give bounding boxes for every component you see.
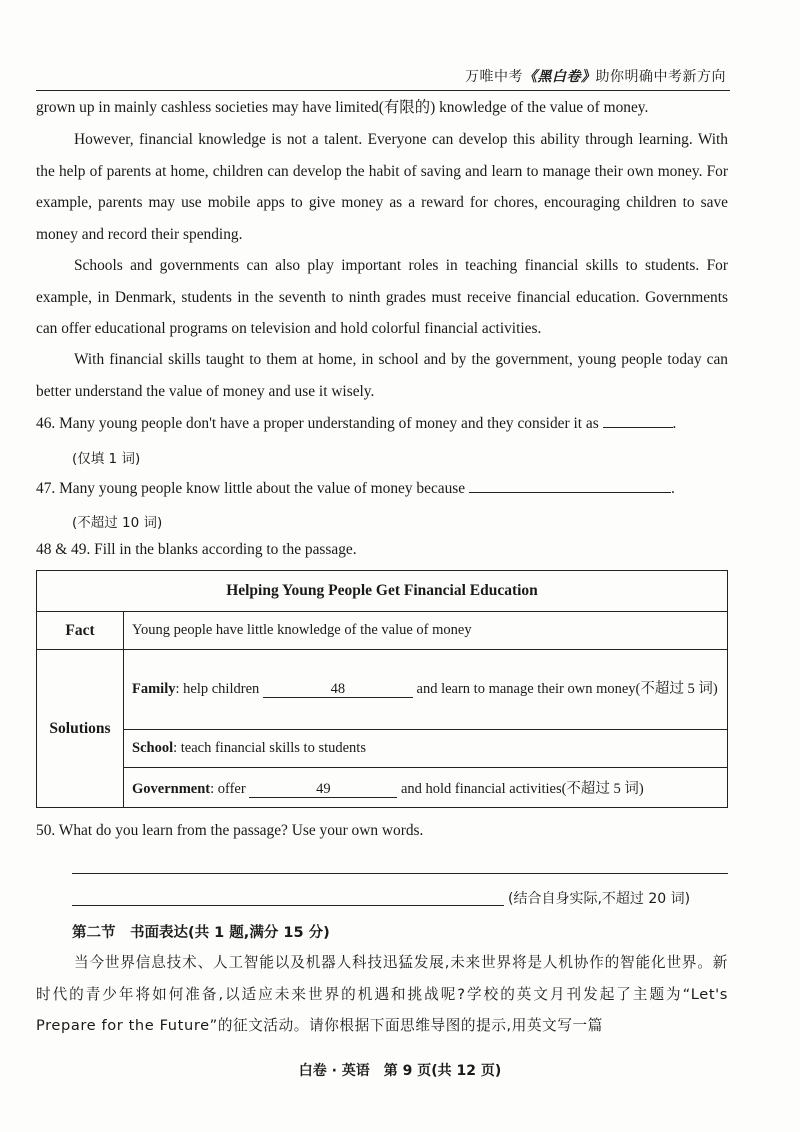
passage-paragraph-3: With financial skills taught to them at home, in school and by the government, young people today can better understand the value of money and use it wisely. [36, 351, 728, 400]
school-row [124, 730, 728, 768]
writing-prompt: 当今世界信息技术、人工智能以及机器人科技迅猛发展,未来世界将是人机协作的智能化世界。新时代的青少年将如何准备,以适应未来世界的机遇和挑战呢?学校的英文月刊发起了主题为“Let's Prepare for the Future”的征文活动。请你根据下面思维导图的提示,用英文写一篇 [36, 954, 728, 1034]
blank-49[interactable]: 49 [249, 781, 397, 798]
question-50-answer-line-1[interactable] [72, 873, 728, 874]
question-46-blank[interactable] [603, 413, 673, 428]
question-47-note: (不超过 10 词) [72, 515, 163, 531]
header-suffix: 助你明确中考新方向 [595, 69, 726, 85]
school-text: : teach financial skills to students [173, 740, 366, 756]
question-47-blank[interactable] [469, 478, 671, 493]
header-brand: 《黑白卷》 [523, 69, 596, 85]
fact-label: Fact [37, 612, 124, 650]
financial-education-table [36, 570, 728, 808]
family-row [124, 650, 728, 730]
page-footer: 白卷 · 英语 第 9 页(共 12 页) [298, 1063, 502, 1079]
blank-48[interactable]: 48 [263, 681, 413, 698]
question-46-text: 46. Many young people don't have a proper understanding of money and they consider it as [36, 415, 599, 432]
solutions-label: Solutions [37, 650, 124, 808]
fact-text: Young people have little knowledge of the value of money [124, 612, 728, 650]
question-50: 50. What do you learn from the passage? Use your own words. [36, 822, 424, 839]
passage-paragraph-1: However, financial knowledge is not a talent. Everyone can develop this ability through learning. With the help of parents at home, children can develop the habit of saving and learn to manage their own money. For example, parents may use mobile apps to give money as a reward for chores, encouraging children to save money and record their spending. [36, 131, 728, 243]
question-47-text: 47. Many young people know little about the value of money because [36, 480, 466, 497]
family-post: and learn to manage their own money(不超过 5 词) [416, 681, 718, 697]
school-label: School [132, 740, 174, 756]
question-50-answer-line-2[interactable] [72, 905, 504, 906]
passage-line0: grown up in mainly cashless societies may have limited(有限的) knowledge of the value of money. [36, 99, 649, 116]
question-46-note: (仅填 1 词) [72, 451, 141, 467]
family-pre: : help children [175, 681, 260, 697]
government-post: and hold financial activities(不超过 5 词) [400, 781, 644, 797]
header-prefix: 万唯中考 [465, 69, 523, 85]
question-48-49-instruction: 48 & 49. Fill in the blanks according to the passage. [36, 541, 357, 558]
table-title: Helping Young People Get Financial Education [37, 571, 728, 612]
government-pre: : offer [210, 781, 246, 797]
passage-paragraph-2: Schools and governments can also play important roles in teaching financial skills to students. For example, in Denmark, students in the seventh to ninth grades must receive financial education. Governments can offer educational programs on television and hold colorful financial activities. [36, 257, 728, 338]
question-50-note: (结合自身实际,不超过 20 词) [508, 891, 691, 907]
family-label: Family [132, 681, 176, 697]
question-47 [36, 478, 675, 498]
question-46-end: . [672, 415, 677, 432]
question-47-end: . [670, 480, 675, 497]
section-2-title: 第二节 书面表达(共 1 题,满分 15 分) [72, 925, 330, 941]
header-rule [36, 90, 730, 91]
question-46 [36, 413, 676, 433]
government-label: Government [132, 781, 211, 797]
government-row [124, 768, 728, 808]
page-header [465, 66, 726, 86]
